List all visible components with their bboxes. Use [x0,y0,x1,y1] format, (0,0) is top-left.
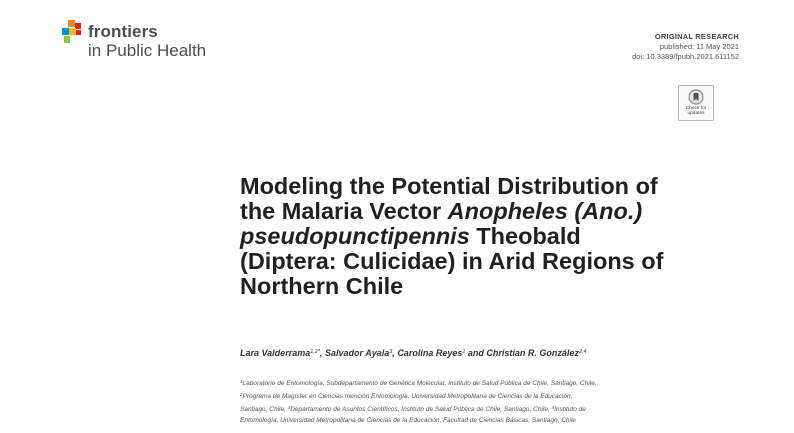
journal-logo[interactable] [60,16,240,66]
check-for-updates-button[interactable] [678,85,714,121]
title-line-2: the Malaria Vector Anopheles (Ano.) [240,198,643,224]
journal-name: in Public Health [88,41,207,60]
author-name[interactable]: Lara Valderrama [240,348,311,358]
title-line-1: Modeling the Potential Distribution of [240,173,658,199]
article-type: ORIGINAL RESEARCH [654,32,739,41]
affiliation-line: $^2$Programa de Magíster en Ciencias mención Entomología, Universidad Metropolitana de Ciencias de la Educación, [240,392,573,400]
author-name[interactable]: Carolina Reyes [397,348,463,358]
doi-link[interactable]: doi: 10.3389/fpubh.2021.611152 [632,52,739,61]
check-for-updates-label: Check for updates [685,106,707,116]
author-name[interactable]: Christian R. González [486,348,579,358]
journal-brand: frontiers [88,22,158,41]
affiliation-line: Entomología, Universidad Metropolitana de Ciencias de la Educación, Facultad de Ciencias Básicas, Santiago, Chile [240,417,577,424]
published-date: published: 11 May 2021 [659,42,739,51]
title-line-4: (Diptera: Culicidae) in Arid Regions of [240,248,664,274]
title-line-5: Northern Chile [240,273,404,299]
affiliation-line: $^1$Laboratorio de Entomología, Subdepartamento de Genética Molecular, Instituto de Salud Pública de Chile, Santiago, Chile, [240,379,597,387]
author-list: Lara Valderrama$^{1,2*}$, Salvador Ayala$^3$, Carolina Reyes$^1$ and Christian R. González$^{2,4}$ [240,348,587,358]
bookmark-circle-icon [688,89,704,105]
article-meta [632,32,739,62]
article-title [240,174,760,299]
affiliation-line: Santiago, Chile, $^3$Departamento de Asuntos Científicos, Instituto de Salud Pública de Chile, Santiago, Chile, $^4$Instituto de [240,405,586,413]
frontiers-logo-icon [60,20,86,46]
affiliations [240,376,750,426]
author-name[interactable]: Salvador Ayala [325,348,390,358]
title-line-3: pseudopunctipennis Theobald [240,223,581,249]
